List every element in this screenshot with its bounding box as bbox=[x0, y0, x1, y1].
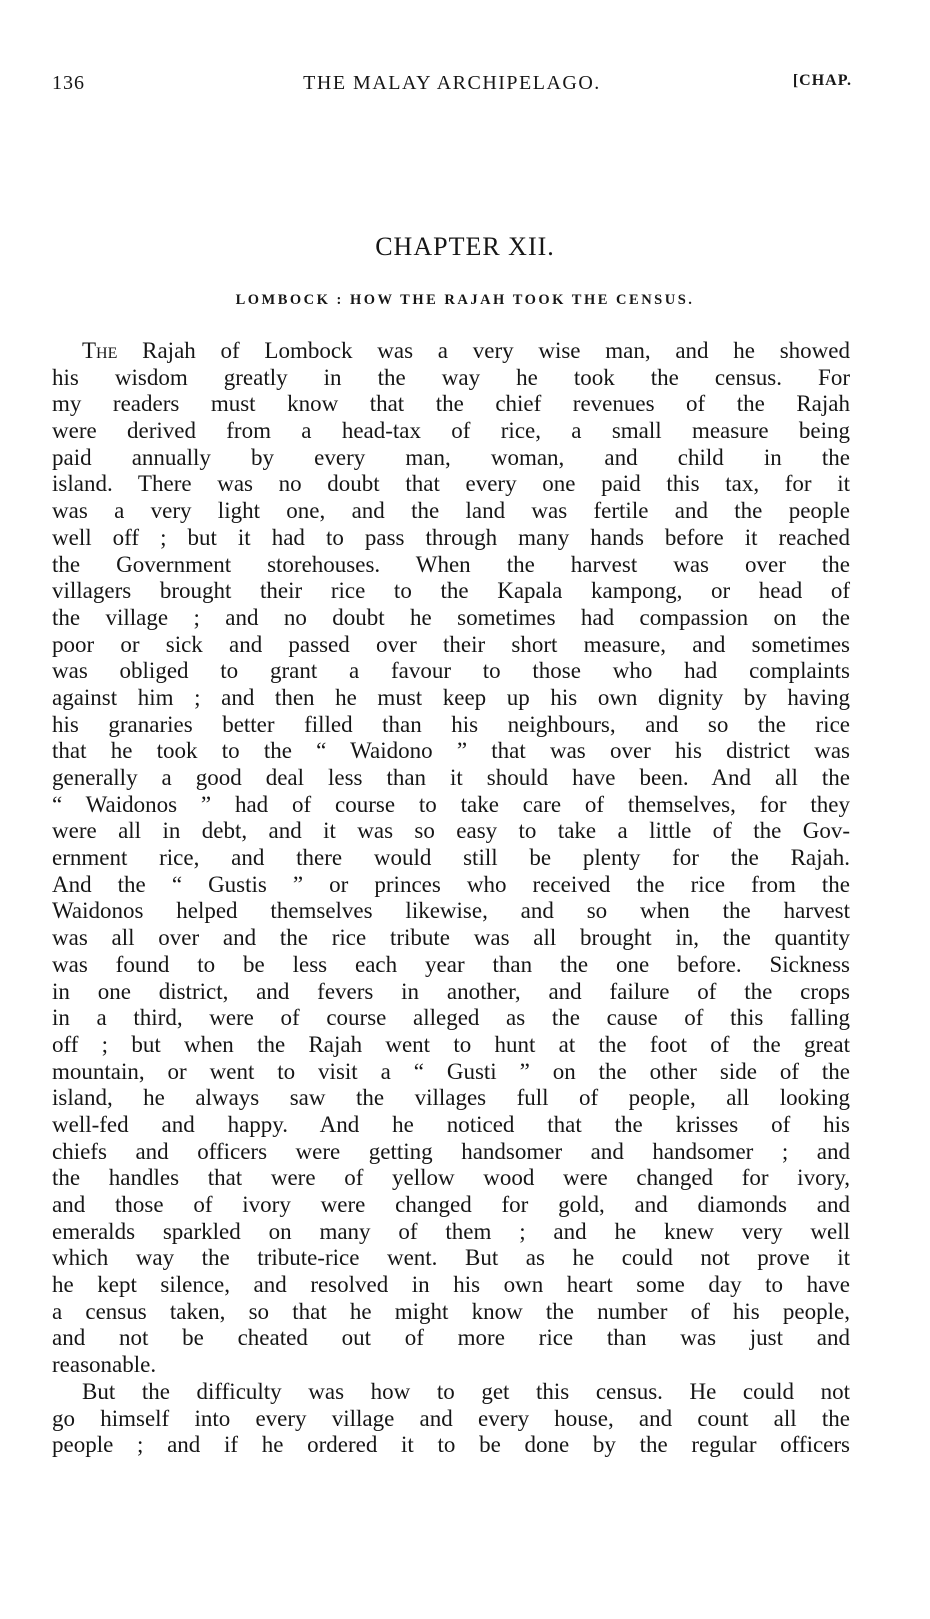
chapter-heading: CHAPTER XII. bbox=[375, 232, 555, 261]
text-line: poor or sick and passed over their short measure, and sometimes bbox=[52, 631, 850, 657]
text-line: which way the tribute-rice went. But as he could not prove it bbox=[52, 1245, 850, 1271]
text-line: in a third, were of course alleged as the cause of this falling bbox=[52, 1005, 850, 1031]
text-line: the handles that were of yellow wood were changed for ivory, bbox=[52, 1165, 850, 1191]
text-line: his wisdom greatly in the way he took the census. For bbox=[52, 364, 850, 390]
text-line: that he took to the “ Waidono ” that was over his district was bbox=[52, 738, 850, 764]
text-line: he kept silence, and resolved in his own heart some day to have bbox=[52, 1272, 850, 1298]
text-line: “ Waidonos ” had of course to take care of themselves, for they bbox=[52, 791, 850, 817]
page-number: 136 bbox=[52, 72, 85, 94]
text-line: But the difficulty was how to get this census. He could not bbox=[82, 1378, 850, 1404]
text-line: And the “ Gustis ” or princes who received the rice from the bbox=[52, 871, 850, 897]
text-line: island. There was no doubt that every one paid this tax, for it bbox=[52, 471, 850, 497]
text-line: generally a good deal less than it should have been. And all the bbox=[52, 765, 850, 790]
text-line: chiefs and officers were getting handsomer and handsomer ; and bbox=[52, 1138, 850, 1164]
text-line: was a very light one, and the land was fertile and the people bbox=[52, 498, 850, 524]
text-line: mountain, or went to visit a “ Gusti ” on the other side of the bbox=[52, 1058, 850, 1084]
text-line: my readers must know that the chief revenues of the Rajah bbox=[52, 391, 850, 417]
text-line: villagers brought their rice to the Kapala kampong, or head of bbox=[52, 578, 850, 604]
text-line: in one district, and fevers in another, and failure of the crops bbox=[52, 978, 850, 1004]
text-line: against him ; and then he must keep up his own dignity by having bbox=[52, 684, 850, 710]
paragraph-2 bbox=[52, 1379, 850, 1459]
text-line: the village ; and no doubt he sometimes had compassion on the bbox=[52, 604, 850, 630]
paragraph-1 bbox=[52, 338, 850, 1379]
text-line: and those of ivory were changed for gold, and diamonds and bbox=[52, 1192, 850, 1217]
text-line: were derived from a head-tax of rice, a small measure being bbox=[52, 418, 850, 444]
running-header bbox=[52, 72, 852, 104]
text-line: island, he always saw the villages full of people, all looking bbox=[52, 1085, 850, 1111]
text-line: paid annually by every man, woman, and child in the bbox=[52, 444, 850, 470]
text-line: go himself into every village and every house, and count all the bbox=[52, 1405, 850, 1431]
body-text bbox=[52, 338, 850, 1459]
text-line: the Government storehouses. When the harvest was over the bbox=[52, 551, 850, 577]
text-line: well off ; but it had to pass through many hands before it reached bbox=[52, 524, 850, 550]
text-line: well-fed and happy. And he noticed that the krisses of his bbox=[52, 1111, 850, 1137]
opening-word: The bbox=[82, 338, 118, 363]
text-line: was obliged to grant a favour to those who had complaints bbox=[52, 658, 850, 684]
text-line: his granaries better filled than his neighbours, and so the rice bbox=[52, 711, 850, 737]
text-line: reasonable. bbox=[52, 1352, 157, 1378]
running-title: THE MALAY ARCHIPELAGO. bbox=[303, 72, 601, 94]
text-line: was found to be less each year than the one before. Sickness bbox=[52, 951, 850, 977]
text-line: off ; but when the Rajah went to hunt at the foot of the great bbox=[52, 1031, 850, 1057]
text-line bbox=[52, 338, 850, 365]
text-line: Waidonos helped themselves likewise, and so when the harvest bbox=[52, 898, 850, 924]
text-line: a census taken, so that he might know the number of his people, bbox=[52, 1298, 850, 1324]
text-line: ernment rice, and there would still be plenty for the Rajah. bbox=[52, 845, 850, 871]
chapter-subtitle: LOMBOCK : HOW THE RAJAH TOOK THE CENSUS. bbox=[235, 292, 695, 308]
chapter-mark: [CHAP. bbox=[792, 72, 852, 89]
text-line: emeralds sparkled on many of them ; and he knew very well bbox=[52, 1218, 850, 1244]
text-line: and not be cheated out of more rice than was just and bbox=[52, 1325, 850, 1351]
text-line: people ; and if he ordered it to be done by the regular officers bbox=[52, 1432, 850, 1458]
text-line: was all over and the rice tribute was all brought in, the quantity bbox=[52, 925, 850, 951]
line-text: Rajah of Lombock was a very wise man, and he showed bbox=[117, 338, 850, 363]
text-line: were all in debt, and it was so easy to take a little of the Gov- bbox=[52, 818, 850, 844]
